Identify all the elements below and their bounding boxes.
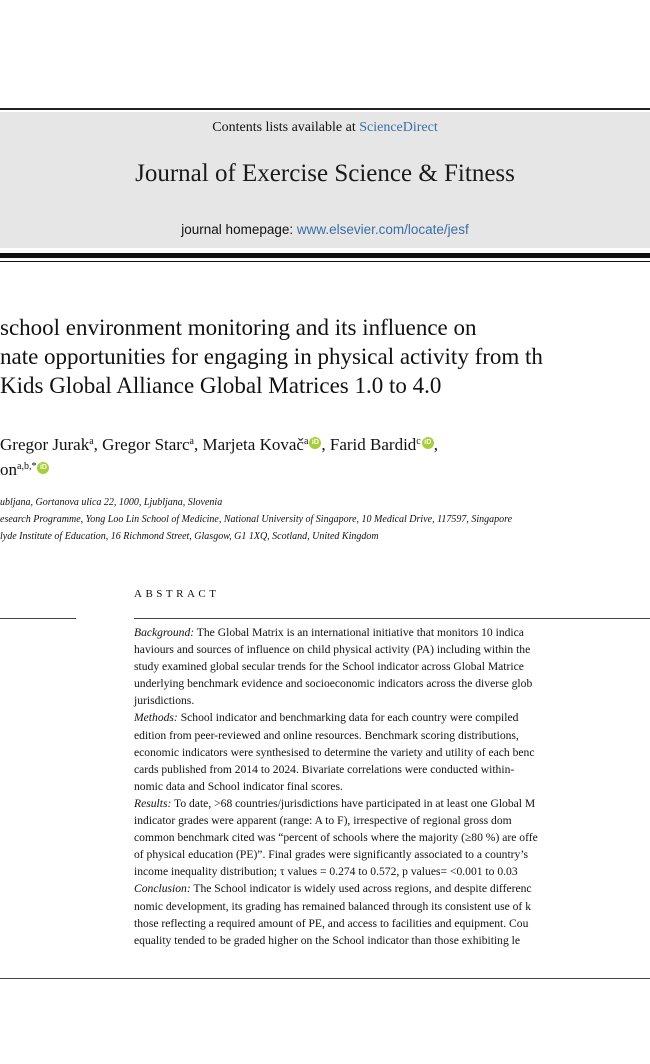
abstract-bottom-rule	[0, 978, 650, 979]
article-info-rule	[0, 618, 76, 619]
affiliation-marker: a	[189, 436, 194, 447]
abstract-line: cards published from 2014 to 2024. Bivariate correlations were conducted within-	[134, 762, 515, 776]
author-name[interactable]: Gregor Starc	[102, 435, 190, 454]
abstract-line: nomic data and School indicator final scores.	[134, 779, 343, 793]
abstract-line: common benchmark cited was “percent of schools where the majority (≥80 %) are offe	[134, 831, 538, 845]
article-title	[0, 313, 650, 400]
contents-prefix: Contents lists available at	[212, 120, 360, 135]
affiliation-marker: a	[89, 436, 94, 447]
abstract-line: nomic development, its grading has remained balanced through its consistent use of k	[134, 899, 531, 913]
abstract-line: Methods: School indicator and benchmarking data for each country were compiled	[134, 711, 519, 725]
abstract-line: economic indicators were synthesised to determine the variety and utility of each benc	[134, 745, 535, 759]
journal-title: Journal of Exercise Science & Fitness	[135, 160, 515, 187]
contents-line	[0, 120, 650, 136]
orcid-icon[interactable]: iD	[422, 437, 434, 449]
journal-header	[0, 112, 650, 248]
orcid-icon[interactable]: iD	[309, 437, 321, 449]
author-name[interactable]: Marjeta Kovač	[202, 435, 304, 454]
title-line: nate opportunities for engaging in physical activity from th	[0, 344, 543, 369]
homepage-prefix: journal homepage:	[181, 222, 297, 237]
header-thick-rule	[0, 253, 650, 258]
affiliation-line: esearch Programme, Yong Loo Lin School of Medicine, National University of Singapore, 10 Medical Drive, 117597, Singapore	[0, 514, 513, 525]
abstract-line: Conclusion: The School indicator is widely used across regions, and despite differenc	[134, 882, 532, 896]
header-thin-rule	[0, 261, 650, 262]
author-line: Gregor Jurak$^a$, Gregor Starc$^a$, Marjeta Kovač$^a$ iD , Farid Bardid$^c$ iD ,	[0, 435, 438, 454]
abstract-line: haviours and sources of influence on child physical activity (PA) including within the	[134, 643, 531, 657]
abstract-rule	[134, 618, 650, 619]
abstract-heading: ABSTRACT	[134, 588, 220, 600]
orcid-icon[interactable]: iD	[37, 462, 49, 474]
affiliation-marker: a	[303, 436, 309, 447]
affiliation-marker: a,b,*	[17, 461, 37, 472]
affiliation-marker: c	[416, 436, 421, 447]
abstract-line: Results: To date, >68 countries/jurisdictions have participated in at least one Global M	[134, 796, 536, 810]
author-list	[0, 431, 438, 481]
abstract-line: income inequality distribution; τ values = 0.274 to 0.572, p values= <0.001 to 0.03	[134, 865, 518, 879]
author-name[interactable]: on	[0, 460, 17, 479]
author-name[interactable]: Farid Bardid	[329, 435, 417, 454]
author-name[interactable]: Gregor Jurak	[0, 435, 90, 454]
affiliation-line: ubljana, Gortanova ulica 22, 1000, Ljubljana, Slovenia	[0, 497, 223, 508]
abstract-line: edition from peer-reviewed and online resources. Benchmark scoring distributions,	[134, 728, 519, 742]
abstract-line: jurisdictions.	[134, 694, 195, 708]
sciencedirect-link[interactable]: ScienceDirect	[359, 120, 438, 135]
abstract-line: underlying benchmark evidence and socioeconomic indicators across the diverse glob	[134, 677, 533, 691]
title-line: school environment monitoring and its influence on	[0, 315, 477, 340]
homepage-link[interactable]: www.elsevier.com/locate/jesf	[296, 222, 469, 237]
abstract-body	[134, 624, 650, 949]
abstract-line: indicator grades were apparent (range: A to F), irrespective of regional gross dom	[134, 814, 512, 828]
abstract-line: Background: The Global Matrix is an international initiative that monitors 10 indica	[134, 626, 524, 639]
author-line	[0, 456, 438, 481]
abstract-line: of physical education (PE)”. Final grades were significantly associated to a country’s	[134, 848, 529, 862]
affiliations	[0, 494, 512, 545]
abstract-line: those reflecting a required amount of PE, and access to facilities and equipment. Cou	[134, 916, 529, 930]
top-divider	[0, 108, 650, 110]
title-line: Kids Global Alliance Global Matrices 1.0 to 4.0	[0, 373, 442, 398]
abstract-line: equality tended to be graded higher on the School indicator than those exhibiting le	[134, 933, 521, 947]
journal-homepage	[0, 222, 650, 237]
affiliation-line: lyde Institute of Education, 16 Richmond Street, Glasgow, G1 1XQ, Scotland, United Kingdom	[0, 531, 379, 542]
abstract-line: study examined global secular trends for the School indicator across Global Matrice	[134, 660, 524, 674]
